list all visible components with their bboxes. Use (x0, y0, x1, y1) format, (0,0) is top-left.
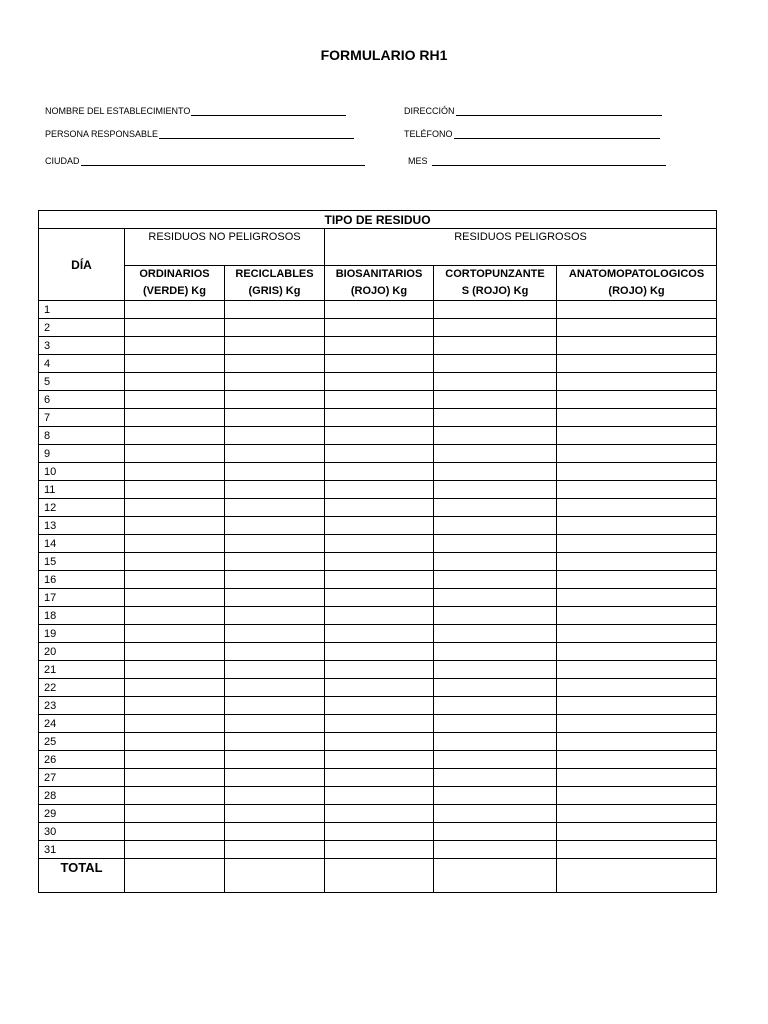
waste-kg-cell[interactable] (557, 733, 717, 751)
waste-kg-cell[interactable] (434, 427, 557, 445)
waste-kg-cell[interactable] (434, 409, 557, 427)
waste-kg-cell[interactable] (434, 553, 557, 571)
day-row (39, 535, 717, 553)
no-peligrosos-header: RESIDUOS NO PELIGROSOS (125, 229, 325, 266)
day-rows (39, 301, 717, 859)
waste-kg-cell[interactable] (225, 319, 325, 337)
waste-kg-cell[interactable] (557, 643, 717, 661)
waste-kg-cell[interactable] (225, 463, 325, 481)
waste-kg-cell[interactable] (325, 481, 434, 499)
waste-kg-cell[interactable] (325, 643, 434, 661)
day-number: 30 (39, 823, 125, 841)
total-cell[interactable] (557, 859, 717, 893)
waste-kg-cell[interactable] (225, 733, 325, 751)
day-row (39, 841, 717, 859)
column-header-line2: (ROJO) Kg (350, 285, 408, 297)
establecimiento-label: NOMBRE DEL ESTABLECIMIENTO (45, 106, 191, 116)
waste-kg-cell[interactable] (225, 409, 325, 427)
day-row (39, 301, 717, 319)
day-number: 29 (39, 805, 125, 823)
waste-kg-cell[interactable] (225, 499, 325, 517)
waste-kg-cell[interactable] (325, 517, 434, 535)
waste-kg-cell[interactable] (557, 391, 717, 409)
total-cell[interactable] (325, 859, 434, 893)
total-cell[interactable] (125, 859, 225, 893)
waste-kg-cell[interactable] (125, 715, 225, 733)
waste-kg-cell[interactable] (325, 769, 434, 787)
waste-kg-cell[interactable] (434, 301, 557, 319)
day-number: 19 (39, 625, 125, 643)
direccion-input-line[interactable] (456, 106, 662, 116)
mes-field[interactable] (408, 156, 666, 166)
column-header-line2: S (ROJO) Kg (461, 285, 529, 297)
day-number: 26 (39, 751, 125, 769)
day-number: 10 (39, 463, 125, 481)
day-row (39, 445, 717, 463)
day-number: 8 (39, 427, 125, 445)
total-label: TOTAL (39, 859, 125, 893)
waste-kg-cell[interactable] (125, 319, 225, 337)
waste-kg-cell[interactable] (557, 751, 717, 769)
day-row (39, 589, 717, 607)
column-header-ordinarios (125, 266, 225, 301)
waste-kg-cell[interactable] (557, 769, 717, 787)
day-row (39, 319, 717, 337)
total-cell[interactable] (434, 859, 557, 893)
waste-kg-cell[interactable] (325, 607, 434, 625)
waste-kg-cell[interactable] (325, 715, 434, 733)
waste-kg-cell[interactable] (225, 697, 325, 715)
waste-kg-cell[interactable] (434, 751, 557, 769)
day-row (39, 697, 717, 715)
waste-kg-cell[interactable] (434, 715, 557, 733)
waste-kg-cell[interactable] (125, 373, 225, 391)
telefono-field[interactable] (404, 129, 660, 139)
waste-kg-cell[interactable] (325, 355, 434, 373)
day-number: 11 (39, 481, 125, 499)
waste-kg-cell[interactable] (325, 625, 434, 643)
column-header-reciclables (225, 266, 325, 301)
waste-kg-cell[interactable] (557, 841, 717, 859)
day-number: 24 (39, 715, 125, 733)
waste-kg-cell[interactable] (434, 589, 557, 607)
waste-kg-cell[interactable] (125, 751, 225, 769)
day-number: 31 (39, 841, 125, 859)
waste-kg-cell[interactable] (557, 445, 717, 463)
day-number: 9 (39, 445, 125, 463)
waste-kg-cell[interactable] (557, 823, 717, 841)
waste-kg-cell[interactable] (125, 499, 225, 517)
day-number: 7 (39, 409, 125, 427)
waste-kg-cell[interactable] (434, 697, 557, 715)
waste-kg-cell[interactable] (325, 373, 434, 391)
waste-kg-cell[interactable] (125, 643, 225, 661)
waste-kg-cell[interactable] (225, 427, 325, 445)
waste-kg-cell[interactable] (225, 301, 325, 319)
day-row (39, 553, 717, 571)
day-row (39, 625, 717, 643)
waste-kg-cell[interactable] (225, 445, 325, 463)
total-row (39, 859, 717, 893)
day-row (39, 355, 717, 373)
waste-kg-cell[interactable] (325, 697, 434, 715)
waste-kg-cell[interactable] (225, 661, 325, 679)
ciudad-input-line[interactable] (81, 156, 365, 166)
dia-header: DÍA (39, 229, 125, 301)
day-number: 3 (39, 337, 125, 355)
waste-kg-cell[interactable] (225, 571, 325, 589)
waste-kg-cell[interactable] (557, 463, 717, 481)
day-number: 12 (39, 499, 125, 517)
waste-kg-cell[interactable] (434, 463, 557, 481)
waste-kg-cell[interactable] (434, 391, 557, 409)
day-number: 15 (39, 553, 125, 571)
column-header-line2: (GRIS) Kg (248, 285, 301, 297)
waste-kg-cell[interactable] (225, 337, 325, 355)
waste-kg-cell[interactable] (325, 337, 434, 355)
waste-kg-cell[interactable] (125, 733, 225, 751)
day-number: 2 (39, 319, 125, 337)
day-number: 16 (39, 571, 125, 589)
day-number: 13 (39, 517, 125, 535)
waste-kg-cell[interactable] (225, 481, 325, 499)
column-header-line1: RECICLABLES (235, 268, 314, 280)
day-number: 28 (39, 787, 125, 805)
waste-kg-cell[interactable] (125, 517, 225, 535)
day-row (39, 679, 717, 697)
waste-kg-cell[interactable] (225, 607, 325, 625)
day-row (39, 805, 717, 823)
waste-kg-cell[interactable] (225, 679, 325, 697)
day-row (39, 769, 717, 787)
column-header-cortopunzantes (434, 266, 557, 301)
waste-kg-cell[interactable] (325, 445, 434, 463)
day-row (39, 337, 717, 355)
waste-kg-cell[interactable] (325, 733, 434, 751)
day-number: 1 (39, 301, 125, 319)
waste-kg-cell[interactable] (125, 445, 225, 463)
direccion-field[interactable] (404, 106, 662, 116)
waste-kg-cell[interactable] (325, 499, 434, 517)
waste-kg-cell[interactable] (557, 625, 717, 643)
day-number: 18 (39, 607, 125, 625)
day-row (39, 787, 717, 805)
waste-kg-cell[interactable] (325, 679, 434, 697)
waste-kg-cell[interactable] (225, 535, 325, 553)
waste-kg-cell[interactable] (557, 427, 717, 445)
waste-kg-cell[interactable] (434, 355, 557, 373)
waste-kg-cell[interactable] (125, 391, 225, 409)
total-cell[interactable] (225, 859, 325, 893)
peligrosos-header: RESIDUOS PELIGROSOS (325, 229, 717, 266)
waste-kg-cell[interactable] (325, 571, 434, 589)
day-row (39, 661, 717, 679)
waste-kg-cell[interactable] (125, 679, 225, 697)
waste-kg-cell[interactable] (557, 481, 717, 499)
waste-kg-cell[interactable] (225, 625, 325, 643)
waste-kg-cell[interactable] (125, 571, 225, 589)
waste-kg-cell[interactable] (325, 661, 434, 679)
waste-kg-cell[interactable] (225, 787, 325, 805)
day-row (39, 643, 717, 661)
waste-kg-cell[interactable] (325, 787, 434, 805)
waste-kg-cell[interactable] (125, 553, 225, 571)
waste-kg-cell[interactable] (557, 373, 717, 391)
day-row (39, 607, 717, 625)
waste-kg-cell[interactable] (557, 805, 717, 823)
day-row (39, 481, 717, 499)
waste-kg-cell[interactable] (225, 805, 325, 823)
waste-kg-cell[interactable] (325, 391, 434, 409)
waste-kg-cell[interactable] (125, 661, 225, 679)
waste-kg-cell[interactable] (434, 625, 557, 643)
waste-kg-cell[interactable] (325, 823, 434, 841)
waste-kg-cell[interactable] (125, 823, 225, 841)
waste-kg-cell[interactable] (434, 787, 557, 805)
waste-kg-cell[interactable] (557, 535, 717, 553)
form-title: FORMULARIO RH1 (320, 47, 448, 63)
column-header-line1: ORDINARIOS (139, 268, 210, 280)
column-header-line2: (ROJO) Kg (608, 285, 665, 297)
waste-kg-cell[interactable] (125, 607, 225, 625)
waste-kg-cell[interactable] (434, 499, 557, 517)
waste-kg-cell[interactable] (125, 841, 225, 859)
waste-kg-cell[interactable] (225, 841, 325, 859)
waste-kg-cell[interactable] (557, 679, 717, 697)
waste-kg-cell[interactable] (557, 517, 717, 535)
responsable-label: PERSONA RESPONSABLE (45, 129, 159, 139)
column-header-anatomopatologicos (557, 266, 717, 301)
waste-kg-cell[interactable] (557, 571, 717, 589)
day-number: 17 (39, 589, 125, 607)
day-row (39, 409, 717, 427)
waste-kg-cell[interactable] (225, 715, 325, 733)
mes-input-line[interactable] (432, 156, 666, 166)
waste-kg-cell[interactable] (125, 301, 225, 319)
waste-kg-cell[interactable] (125, 697, 225, 715)
waste-kg-cell[interactable] (125, 535, 225, 553)
waste-kg-cell[interactable] (125, 589, 225, 607)
waste-kg-cell[interactable] (125, 409, 225, 427)
waste-kg-cell[interactable] (325, 841, 434, 859)
establecimiento-input-line[interactable] (191, 106, 346, 116)
column-header-line2: (VERDE) Kg (143, 285, 206, 297)
waste-kg-cell[interactable] (125, 355, 225, 373)
waste-kg-cell[interactable] (557, 697, 717, 715)
waste-kg-cell[interactable] (225, 373, 325, 391)
waste-kg-cell[interactable] (125, 769, 225, 787)
waste-kg-cell[interactable] (434, 823, 557, 841)
day-row (39, 715, 717, 733)
day-number: 21 (39, 661, 125, 679)
direccion-label: DIRECCIÓN (404, 106, 455, 116)
waste-kg-cell[interactable] (325, 301, 434, 319)
waste-kg-cell[interactable] (325, 535, 434, 553)
day-number: 22 (39, 679, 125, 697)
column-header-line1: BIOSANITARIOS (335, 268, 423, 280)
waste-kg-cell[interactable] (557, 787, 717, 805)
waste-kg-cell[interactable] (325, 409, 434, 427)
waste-kg-cell[interactable] (225, 643, 325, 661)
day-row (39, 373, 717, 391)
waste-kg-cell[interactable] (557, 553, 717, 571)
waste-kg-cell[interactable] (557, 319, 717, 337)
mes-label: MES (408, 156, 428, 166)
waste-kg-cell[interactable] (557, 589, 717, 607)
ciudad-label: CIUDAD (45, 156, 80, 166)
day-row (39, 463, 717, 481)
waste-kg-cell[interactable] (225, 823, 325, 841)
waste-kg-cell[interactable] (434, 373, 557, 391)
waste-kg-cell[interactable] (434, 319, 557, 337)
waste-kg-cell[interactable] (557, 355, 717, 373)
waste-kg-cell[interactable] (557, 301, 717, 319)
day-number: 4 (39, 355, 125, 373)
residuos-table (38, 210, 717, 893)
waste-kg-cell[interactable] (325, 427, 434, 445)
column-header-line1: ANATOMOPATOLOGICOS (568, 268, 705, 280)
waste-kg-cell[interactable] (434, 805, 557, 823)
column-header-biosanitarios (325, 266, 434, 301)
day-number: 25 (39, 733, 125, 751)
day-number: 6 (39, 391, 125, 409)
waste-kg-cell[interactable] (434, 607, 557, 625)
day-row (39, 391, 717, 409)
waste-kg-cell[interactable] (434, 733, 557, 751)
waste-kg-cell[interactable] (325, 751, 434, 769)
day-row (39, 427, 717, 445)
responsable-input-line[interactable] (159, 129, 354, 139)
waste-kg-cell[interactable] (434, 661, 557, 679)
day-row (39, 517, 717, 535)
day-row (39, 571, 717, 589)
waste-kg-cell[interactable] (325, 463, 434, 481)
waste-kg-cell[interactable] (325, 319, 434, 337)
waste-kg-cell[interactable] (557, 661, 717, 679)
responsable-field[interactable] (45, 129, 354, 139)
waste-kg-cell[interactable] (557, 409, 717, 427)
waste-kg-cell[interactable] (434, 535, 557, 553)
waste-kg-cell[interactable] (325, 805, 434, 823)
waste-kg-cell[interactable] (557, 715, 717, 733)
waste-kg-cell[interactable] (125, 463, 225, 481)
waste-kg-cell[interactable] (434, 679, 557, 697)
waste-kg-cell[interactable] (125, 337, 225, 355)
waste-kg-cell[interactable] (434, 517, 557, 535)
waste-kg-cell[interactable] (557, 499, 717, 517)
tipo-residuo-header: TIPO DE RESIDUO (39, 211, 717, 229)
waste-kg-cell[interactable] (325, 589, 434, 607)
waste-kg-cell[interactable] (125, 427, 225, 445)
day-number: 23 (39, 697, 125, 715)
waste-kg-cell[interactable] (434, 571, 557, 589)
waste-kg-cell[interactable] (125, 787, 225, 805)
waste-kg-cell[interactable] (225, 589, 325, 607)
waste-kg-cell[interactable] (434, 445, 557, 463)
establecimiento-field[interactable] (45, 106, 346, 116)
waste-kg-cell[interactable] (125, 805, 225, 823)
waste-kg-cell[interactable] (225, 517, 325, 535)
waste-kg-cell[interactable] (325, 553, 434, 571)
waste-kg-cell[interactable] (125, 625, 225, 643)
day-number: 27 (39, 769, 125, 787)
telefono-label: TELÉFONO (404, 129, 453, 139)
waste-kg-cell[interactable] (125, 481, 225, 499)
waste-kg-cell[interactable] (557, 607, 717, 625)
waste-kg-cell[interactable] (225, 391, 325, 409)
waste-kg-cell[interactable] (434, 337, 557, 355)
waste-kg-cell[interactable] (434, 841, 557, 859)
day-number: 5 (39, 373, 125, 391)
day-number: 20 (39, 643, 125, 661)
day-row (39, 733, 717, 751)
day-number: 14 (39, 535, 125, 553)
ciudad-field[interactable] (45, 156, 365, 166)
day-row (39, 823, 717, 841)
waste-kg-cell[interactable] (225, 751, 325, 769)
waste-kg-cell[interactable] (225, 355, 325, 373)
waste-kg-cell[interactable] (434, 481, 557, 499)
telefono-input-line[interactable] (454, 129, 660, 139)
waste-kg-cell[interactable] (434, 643, 557, 661)
day-row (39, 499, 717, 517)
waste-kg-cell[interactable] (225, 769, 325, 787)
waste-kg-cell[interactable] (225, 553, 325, 571)
waste-kg-cell[interactable] (557, 337, 717, 355)
column-header-line1: CORTOPUNZANTE (445, 268, 545, 280)
waste-kg-cell[interactable] (434, 769, 557, 787)
day-row (39, 751, 717, 769)
